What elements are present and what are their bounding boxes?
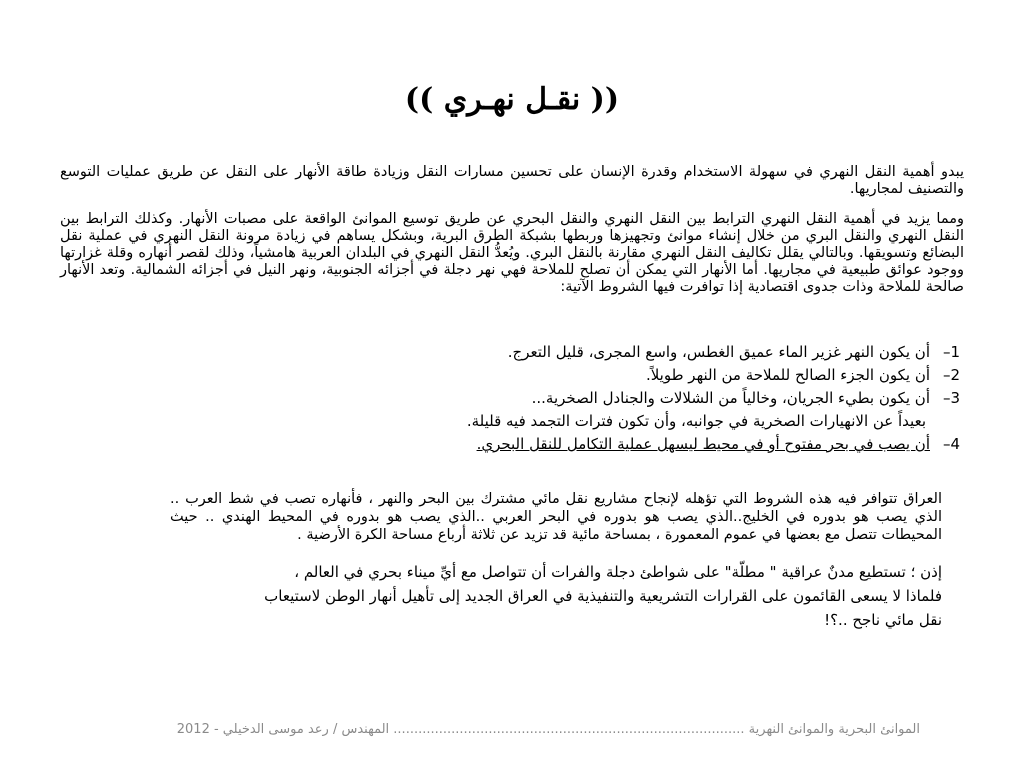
list-item <box>420 364 960 387</box>
conclusion-line: نقل مائي ناجح ..؟! <box>824 611 942 629</box>
list-item-text: بعيداً عن الانهيارات الصخرية في جوانبه، وأن تكون فترات التجمد فيه قليلة. <box>466 412 926 430</box>
list-item-number: 1– <box>942 343 960 361</box>
list-item <box>420 341 960 364</box>
list-item-number: 3– <box>942 389 960 407</box>
conclusion-paragraph <box>170 560 942 632</box>
list-item-text: أن يصب في بحر مفتوح أو في محيط ليسهل عملية التكامل للنقل البحري. <box>476 435 930 453</box>
conditions-list <box>420 341 960 456</box>
importance-paragraph: ومما يزيد في أهمية النقل النهري الترابط بين النقل النهري والنقل البحري عن طريق توسيع الموانئ الواقعة على مصبات الأنهار. وكذلك الترابط بين النقل النهري والنقل البري من خلال إنشاء موانئ وتجهيزها وربطها بشبكة الطرق البرية، وبشكل يساهم في زيادة مرونة النقل النهري في عملية نقل البضائع وتسويقها. وبالتالي يقلل تكاليف النقل النهري مقارنة بالنقل البري. ويُعدُّ النقل النهري في البلدان العربية هامشياً، وذلك لقصر أنهاره وقلة غزارتها ووجود عوائق طبيعية في مجاريها. أما الأنهار التي يمكن أن تصلح للملاحة فهي نهر دجلة في أجزائه الجنوبية، ونهر النيل في أجزائه الشمالية. وتعد الأنهار صالحة للملاحة وذات جدوى اقتصادية إذا توافرت فيها الشروط الآتية: <box>60 211 964 295</box>
list-item-number: 4– <box>942 435 960 453</box>
conclusion-line: فلماذا لا يسعى القائمون على القرارات التشريعية والتنفيذية في العراق الجديد إلى تأهيل أنهار الوطن لاستيعاب <box>264 587 942 605</box>
page-footer: الموانئ البحرية والموانئ النهرية ..................................................................................... المهندس / رعد موسى الدخيلي - 2012 <box>176 722 920 737</box>
list-item-continuation <box>420 410 960 433</box>
list-item <box>420 433 960 456</box>
intro-paragraph: يبدو أهمية النقل النهري في سهولة الاستخدام وقدرة الإنسان على تحسين مسارات النقل وزيادة طاقة الأنهار على النقل عن طريق عمليات التوسع والتصنيف لمجاريها. <box>60 164 964 197</box>
list-item-text: أن يكون بطيء الجريان، وخالياً من الشلالات والجنادل الصخرية... <box>531 389 930 407</box>
list-item-number: 2– <box>942 366 960 384</box>
list-item-text: أن يكون الجزء الصالح للملاحة من النهر طويلاً. <box>645 366 930 384</box>
iraq-paragraph: العراق تتوافر فيه هذه الشروط التي تؤهله لإنجاح مشاريع نقل مائي مشترك بين البحر والنهر ، فأنهاره تصب في شط العرب .. الذي يصب هو بدوره في الخليج..الذي يصب هو بدوره في البحر العربي ..الذي يصب هو بدوره في المحيط الهندي .. حيث المحيطات تتصل مع بعضها في عموم المعمورة ، بمساحة مائية قد تزيد عن ثلاثة أرباع مساحة الكرة الأرضية . <box>170 491 942 543</box>
list-item-text: أن يكون النهر غزير الماء عميق الغطس، واسع المجرى، قليل التعرج. <box>507 343 930 361</box>
list-item <box>420 387 960 410</box>
page-title: (( نقـل نهـري )) <box>404 82 620 117</box>
conclusion-line: إذن ؛ تستطيع مدنٌ عراقية " مطلّة" على شواطئ دجلة والفرات أن تتواصل مع أيِّ ميناء بحري في العالم ، <box>294 563 942 581</box>
